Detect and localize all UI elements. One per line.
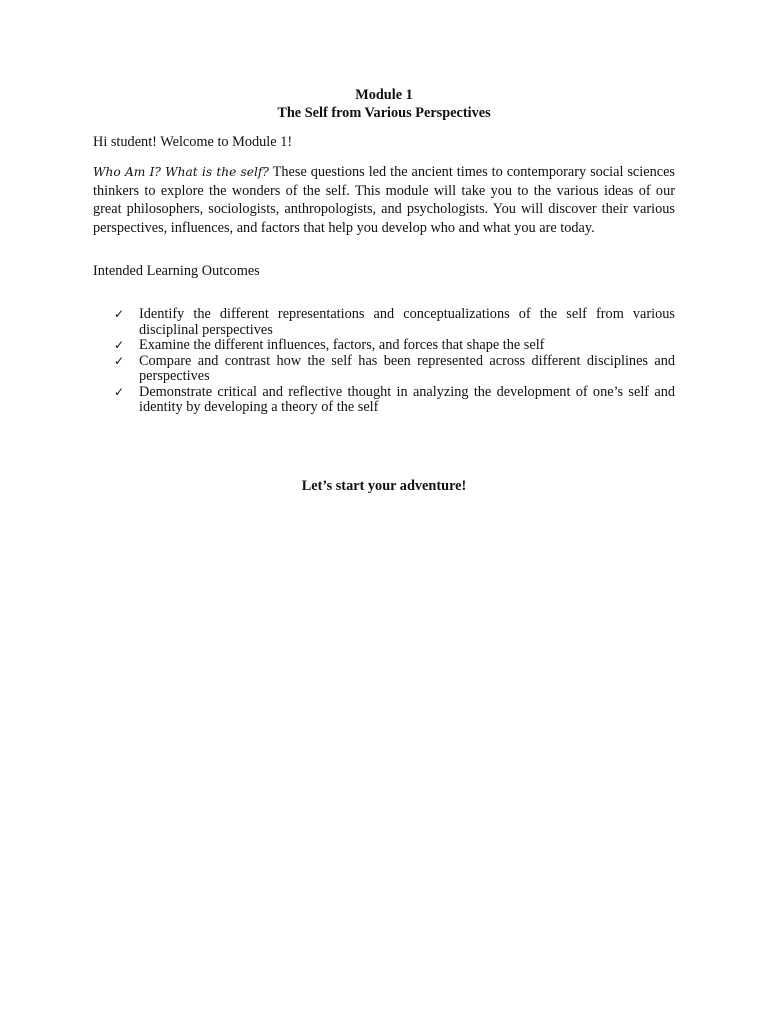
outcome-item-2 [114, 338, 675, 354]
outcomes-heading: Intended Learning Outcomes [93, 263, 260, 279]
outcomes-list [114, 307, 675, 416]
outcome-text: Examine the different influences, factors, and forces that shape the self [139, 337, 545, 353]
check-icon: ✓ [114, 353, 125, 368]
check-icon: ✓ [114, 307, 125, 321]
greeting-text: Hi student! Welcome to Module 1! [93, 134, 293, 150]
intro-question: Who Am I? What is the self? [93, 165, 269, 179]
module-title: The Self from Various Perspectives [277, 105, 491, 121]
outcome-text: Identify the different representations and conceptualizations of the self from various disciplinal perspectives [139, 306, 675, 338]
outcome-item-3 [114, 354, 675, 385]
intro-body: These questions led the ancient times to contemporary social sciences thinkers to explore the wonders of the self. This module will take you to the various ideas of our great philosophers, sociologists, anthropologists, and psychologists. You will discover their various perspectives, influences, and factors that help you develop who and what you are today. [93, 164, 675, 236]
module-header [0, 86, 768, 122]
check-icon: ✓ [114, 338, 125, 352]
check-icon: ✓ [114, 384, 125, 399]
intro-paragraph [93, 163, 675, 237]
outcome-item-4 [114, 385, 675, 416]
module-number: Module 1 [355, 87, 413, 103]
closing-text: Let’s start your adventure! [301, 478, 467, 494]
outcome-item-1 [114, 307, 675, 338]
outcome-text: Demonstrate critical and reflective thought in analyzing the development of one’s self and identity by developing a theory of the self [139, 383, 675, 415]
outcome-text: Compare and contrast how the self has been represented across different disciplines and perspectives [139, 352, 675, 384]
